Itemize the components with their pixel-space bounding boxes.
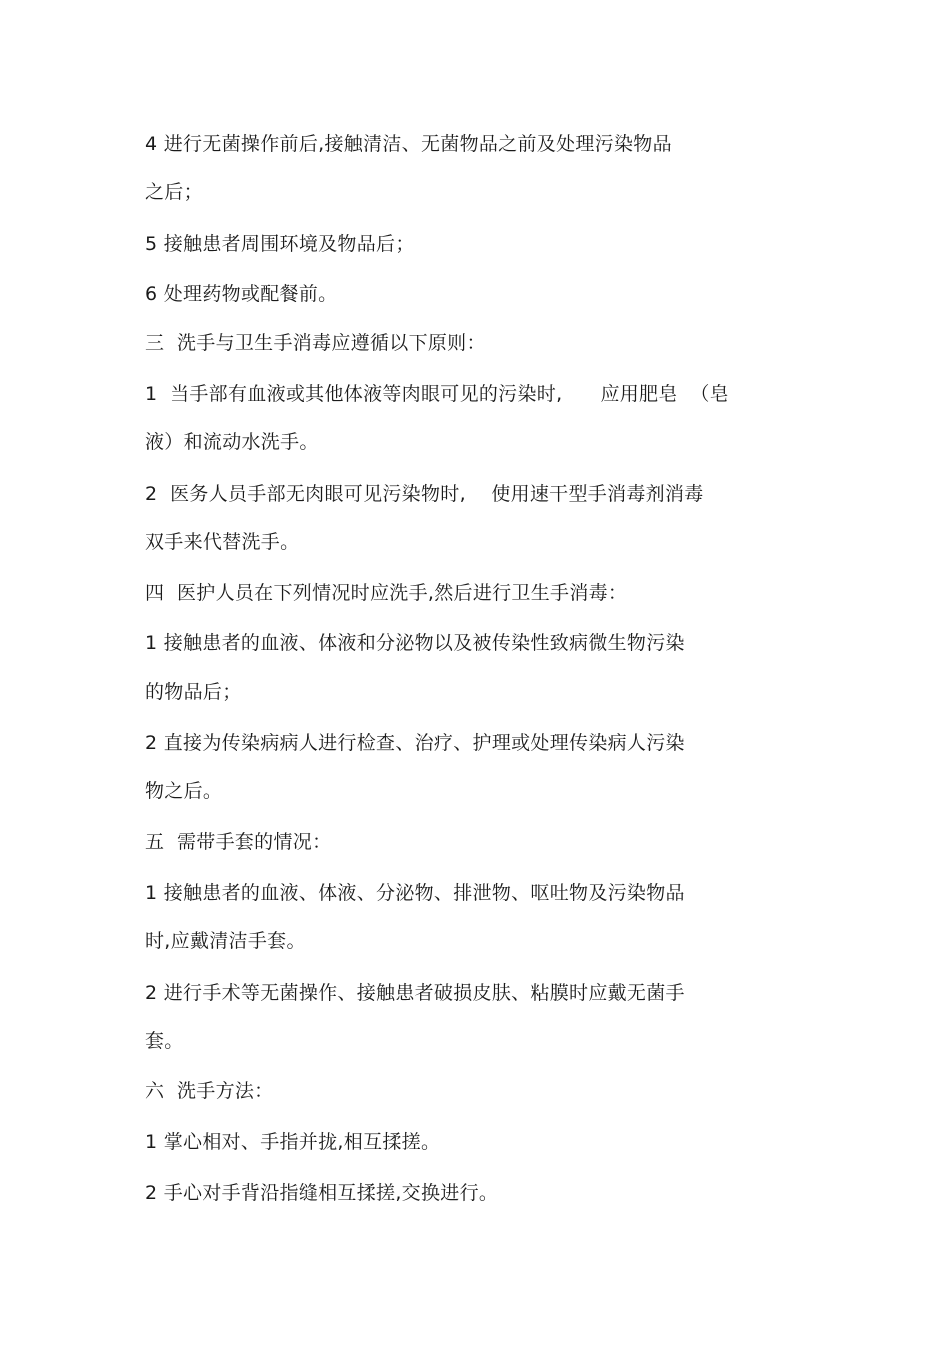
text-line: 5 接触患者周围环境及物品后； bbox=[145, 233, 415, 255]
text-line: 4 进行无菌操作前后,接触清洁、无菌物品之前及处理污染物品 bbox=[145, 133, 672, 155]
text-line: 时,应戴清洁手套。 bbox=[145, 930, 306, 952]
text-line: 1 当手部有血液或其他体液等肉眼可见的污染时, 应用肥皂 （皂 bbox=[145, 383, 729, 405]
text-line: 双手来代替洗手。 bbox=[145, 531, 300, 553]
text-line: 1 接触患者的血液、体液和分泌物以及被传染性致病微生物污染 bbox=[145, 632, 685, 654]
text-line: 2 直接为传染病病人进行检查、治疗、护理或处理传染病人污染 bbox=[145, 732, 685, 754]
section-heading: 五 需带手套的情况： bbox=[145, 831, 332, 853]
text-line: 物之后。 bbox=[145, 780, 223, 802]
text-line: 套。 bbox=[145, 1030, 184, 1052]
text-line: 的物品后； bbox=[145, 681, 242, 703]
text-line: 2 手心对手背沿指缝相互揉搓,交换进行。 bbox=[145, 1182, 499, 1204]
text-line: 2 医务人员手部无肉眼可见污染物时, 使用速干型手消毒剂消毒 bbox=[145, 483, 704, 505]
text-line: 1 接触患者的血液、体液、分泌物、排泄物、呕吐物及污染物品 bbox=[145, 882, 685, 904]
section-heading: 三 洗手与卫生手消毒应遵循以下原则： bbox=[145, 332, 486, 354]
text-line: 1 掌心相对、手指并拢,相互揉搓。 bbox=[145, 1131, 441, 1153]
section-heading: 六 洗手方法： bbox=[145, 1080, 274, 1102]
text-line: 6 处理药物或配餐前。 bbox=[145, 283, 338, 305]
text-line: 2 进行手术等无菌操作、接触患者破损皮肤、粘膜时应戴无菌手 bbox=[145, 982, 685, 1004]
text-line: 之后； bbox=[145, 181, 203, 203]
section-heading: 四 医护人员在下列情况时应洗手,然后进行卫生手消毒： bbox=[145, 582, 628, 604]
text-line: 液）和流动水洗手。 bbox=[145, 431, 319, 453]
